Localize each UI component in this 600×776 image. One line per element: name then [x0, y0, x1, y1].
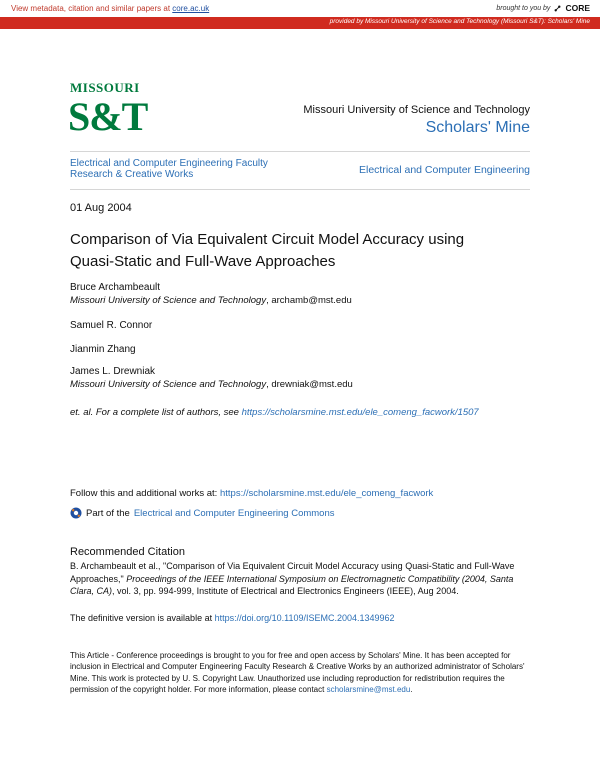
repository-name[interactable]: Scholars' Mine	[425, 119, 530, 136]
collection-link-department[interactable]: Electrical and Computer Engineering	[358, 164, 530, 176]
author-name: Bruce Archambeault	[70, 282, 161, 293]
core-logo-text: CORE	[565, 3, 590, 13]
definitive-version: The definitive version is available at https://doi.org/10.1109/ISEMC.2004.1349962	[70, 613, 395, 623]
core-logo-icon	[553, 4, 562, 13]
core-ac-uk-link[interactable]: core.ac.uk	[172, 4, 210, 13]
authors-list-link[interactable]: https://scholarsmine.mst.edu/ele_comeng_facwork/1507	[241, 407, 479, 418]
collection-link-faculty[interactable]: Electrical and Computer Engineering Faculty Research & Creative Works	[70, 158, 268, 180]
commons-link[interactable]: Electrical and Computer Engineering Commons	[133, 507, 335, 519]
divider	[70, 189, 530, 190]
author-affiliation: Missouri University of Science and Technology, archamb@mst.edu	[70, 295, 352, 306]
author-name: Samuel R. Connor	[70, 320, 153, 331]
part-of-line: Part of the Electrical and Computer Engineering Commons	[70, 507, 335, 519]
author-name: Jianmin Zhang	[70, 344, 136, 355]
access-notice: This Article - Conference proceedings is brought to you for free and open access by Scholars' Mine. It has been accepted for inclusion in Electrical and Computer Engineering Faculty Research & Creative Works by an authorized administrator of Scholars' Mine. This work is protected by U. S. Copyright Law. Unauthorized use including reproduction for redistribution requires the permission of the copyright holder. For more information, please contact scholarsmine@mst.edu.	[70, 651, 525, 694]
doi-link[interactable]: https://doi.org/10.1109/ISEMC.2004.1349962	[214, 613, 395, 623]
complete-authors-note: et. al. For a complete list of authors, see https://scholarsmine.mst.edu/ele_comeng_facwork/1507	[70, 407, 479, 418]
core-brought-by[interactable]: brought to you by CORE	[496, 3, 590, 13]
institution-name: Missouri University of Science and Technology	[303, 104, 530, 116]
commons-network-icon	[70, 507, 82, 519]
follow-link[interactable]: https://scholarsmine.mst.edu/ele_comeng_facwork	[219, 488, 434, 499]
citation-heading: Recommended Citation	[70, 546, 185, 558]
missouri-st-logo-mark: S&T	[68, 94, 148, 139]
author-affiliation: Missouri University of Science and Technology, drewniak@mst.edu	[70, 379, 353, 390]
contact-email-link[interactable]: scholarsmine@mst.edu	[326, 684, 411, 694]
missouri-st-logo-top: MISSOURI	[70, 80, 140, 95]
citation-text: B. Archambeault et al., "Comparison of Via Equivalent Circuit Model Accuracy using Quasi-Static and Full-Wave Approaches," Proceedings of the IEEE International Symposium on Electromagnetic Compatibility (2004, Santa Clara, CA), vol. 3, pp. 994-999, Institute of Electrical and Electronics Engineers (IEEE), Aug 2004.	[70, 561, 515, 596]
divider	[70, 151, 530, 152]
follow-line: Follow this and additional works at: https://scholarsmine.mst.edu/ele_comeng_facwork	[70, 488, 434, 499]
view-metadata-link[interactable]: View metadata, citation and similar papers at core.ac.uk	[11, 4, 210, 13]
publication-date: 01 Aug 2004	[70, 202, 132, 214]
article-title: Comparison of Via Equivalent Circuit Model Accuracy using Quasi-Static and Full-Wave Approaches	[70, 231, 465, 270]
author-name: James L. Drewniak	[70, 366, 156, 377]
core-provided-bar: provided by Missouri University of Science and Technology (Missouri S&T): Scholars' Mine	[0, 17, 600, 29]
